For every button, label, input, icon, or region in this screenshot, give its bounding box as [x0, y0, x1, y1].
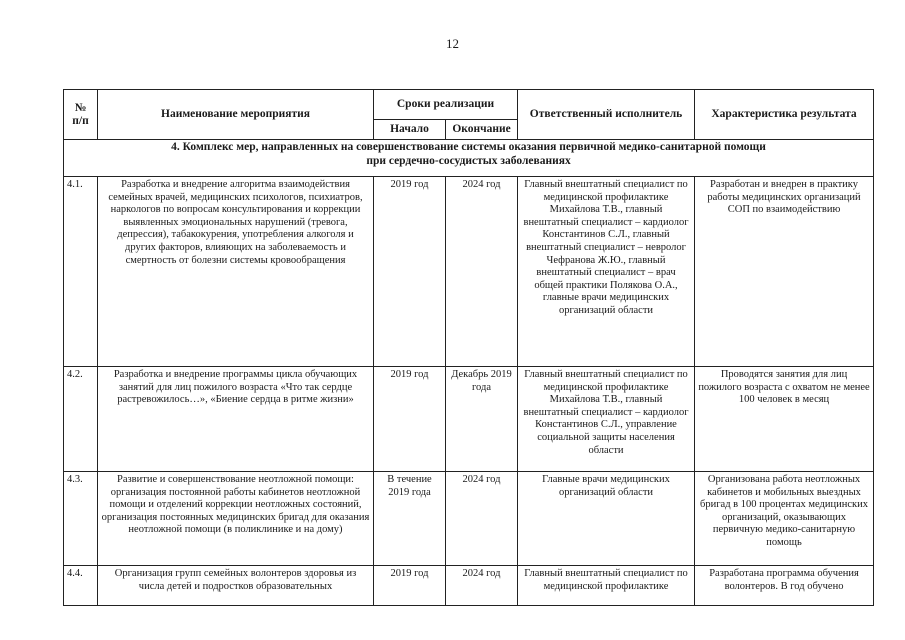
- table-row: [64, 472, 874, 566]
- row-result: Проводятся занятия для лиц пожилого возраста с охватом не менее 100 человек в месяц: [695, 367, 874, 472]
- row-num: 4.2.: [64, 367, 98, 472]
- header-start: Начало: [374, 120, 446, 140]
- header-num: № п/п: [64, 90, 98, 140]
- row-num: 4.1.: [64, 177, 98, 367]
- section-title-line2: при сердечно-сосудистых заболеваниях: [366, 155, 571, 167]
- header-executor: Ответственный исполнитель: [518, 90, 695, 140]
- section-title-line1: 4. Комплекс мер, направленных на совершенствование системы оказания первичной медико-санитарной помощи: [171, 141, 766, 153]
- header-end: Окончание: [446, 120, 518, 140]
- row-name: Разработка и внедрение программы цикла обучающих занятий для лиц пожилого возраста «Что так сердце растревожилось…», «Биение сердца в ритме жизни»: [98, 367, 374, 472]
- row-executor: Главный внештатный специалист по медицинской профилактике Михайлова Т.В., главный внештатный специалист – кардиолог Константинов С.Л., главный внештатный специалист – невролог Чефранова Ж.Ю., главный внештатный специалист – врач общей практики Полякова О.А., главные врачи медицинских организаций области: [518, 177, 695, 367]
- row-start: 2019 год: [374, 367, 446, 472]
- row-start: В течение 2019 года: [374, 472, 446, 566]
- row-end: 2024 год: [446, 566, 518, 606]
- row-num: 4.3.: [64, 472, 98, 566]
- section-row: [64, 140, 874, 177]
- row-executor: Главные врачи медицинских организаций области: [518, 472, 695, 566]
- header-period: Сроки реализации: [374, 90, 518, 120]
- page-number: 12: [446, 36, 459, 51]
- row-executor: Главный внештатный специалист по медицинской профилактике Михайлова Т.В., главный внештатный специалист – кардиолог Константинов С.Л., управление социальной защиты населения области: [518, 367, 695, 472]
- section-title: [64, 140, 874, 177]
- row-end: 2024 год: [446, 472, 518, 566]
- row-result: Разработан и внедрен в практику работы медицинских организаций СОП по взаимодействию: [695, 177, 874, 367]
- row-name: Организация групп семейных волонтеров здоровья из числа детей и подростков образовательных: [98, 566, 374, 606]
- table-row: [64, 177, 874, 367]
- row-end: Декабрь 2019 года: [446, 367, 518, 472]
- header-result: Характеристика результата: [695, 90, 874, 140]
- row-start: 2019 год: [374, 566, 446, 606]
- row-result: Организована работа неотложных кабинетов и мобильных выездных бригад в 100 процентах медицинских организаций, оказывающих первичную медико-санитарную помощь: [695, 472, 874, 566]
- row-name: Развитие и совершенствование неотложной помощи: организация постоянной работы кабинетов неотложной помощи и отделений коррекции неотложных состояний, организация постоянных медицинских бригад для оказания неотложной помощи (в поликлинике и на дому): [98, 472, 374, 566]
- table-row: [64, 566, 874, 606]
- row-end: 2024 год: [446, 177, 518, 367]
- row-name: Разработка и внедрение алгоритма взаимодействия семейных врачей, медицинских психологов, психиатров, наркологов по вопросам консультирования и коррекции выявленных эмоциональных нарушений (тревога, депрессия), табакокурения, употребления алкоголя и других факторов, влияющих на заболеваемость и смертность от болезни системы кровообращения: [98, 177, 374, 367]
- measures-table: [63, 89, 874, 606]
- row-result: Разработана программа обучения волонтеров. В год обучено: [695, 566, 874, 606]
- table-row: [64, 367, 874, 472]
- row-start: 2019 год: [374, 177, 446, 367]
- row-num: 4.4.: [64, 566, 98, 606]
- row-executor: Главный внештатный специалист по медицинской профилактике: [518, 566, 695, 606]
- header-name: Наименование мероприятия: [98, 90, 374, 140]
